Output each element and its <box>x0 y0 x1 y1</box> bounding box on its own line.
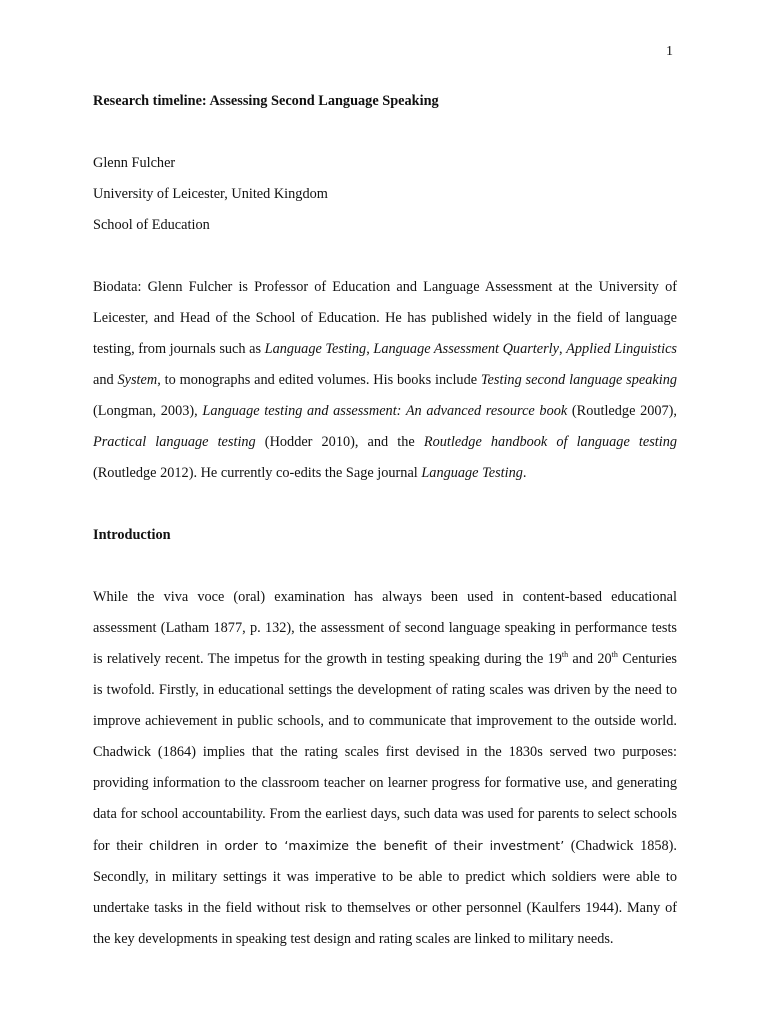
biodata-segment: . <box>522 465 527 481</box>
introduction-segment: th <box>611 650 618 660</box>
author-department: School of Education <box>93 217 210 233</box>
biodata-segment: Language Testing <box>421 465 523 481</box>
page-number: 1 <box>666 44 673 59</box>
introduction-segment: While the viva voce (oral) examination has always been used in content-based educational assessment (Latham 1877, p. 132), the assessment of second language speaking in performance tests is relatively recent. The impetus for the growth in testing speaking during the 19 <box>93 589 677 667</box>
document-title: Research timeline: Assessing Second Language Speaking <box>93 93 439 109</box>
introduction-segment: th <box>561 650 569 660</box>
introduction-segment: and 20 <box>568 651 612 667</box>
introduction-segment: children in order to ‘maximize the benefit of their investment’ <box>149 838 565 853</box>
introduction-section <box>93 582 677 955</box>
author-block <box>93 148 677 241</box>
author-affiliation: University of Leicester, United Kingdom <box>93 186 328 202</box>
introduction-segment: Centuries is twofold. Firstly, in educational settings the development of rating scales was driven by the need to improve achievement in public schools, and to communicate that improvement to the outside world. Chadwick (1864) implies that the rating scales first devised in the 1830s served two purposes: providing information to the classroom teacher on learner progress for formative use, and generating data for school accountability. From the earliest days, such data was used for parents to select schools for their <box>93 651 677 854</box>
author-name: Glenn Fulcher <box>93 155 176 171</box>
biodata-segment: , <box>559 341 567 357</box>
biodata-segment: System <box>117 372 158 388</box>
biodata-segment: (Routledge 2007), <box>567 403 678 419</box>
biodata-segment: and <box>93 372 118 388</box>
biodata-segment: Biodata: Glenn Fulcher is Professor of Education and Language Assessment at the University of Leicester, and Head of the School of Education. He has published widely in the field of language testing, from journals such as <box>93 279 677 357</box>
biodata-paragraph <box>93 272 677 489</box>
document-body <box>93 86 677 955</box>
biodata-segment: , to monographs and edited volumes. His books include <box>157 372 481 388</box>
biodata-section <box>93 272 677 489</box>
biodata-segment: (Longman, 2003), <box>93 403 203 419</box>
biodata-segment: Practical language testing <box>93 434 256 450</box>
introduction-segment: (Chadwick 1858). Secondly, in military settings it was imperative to be able to predict which soldiers were able to undertake tasks in the field without risk to themselves or other personnel (Kaulfers 1944). Many of the key developments in speaking test design and rating scales are linked to military needs. <box>93 838 677 947</box>
biodata-segment: Language testing and assessment: An advanced resource book <box>202 403 568 419</box>
biodata-segment: Routledge handbook of language testing <box>423 434 677 450</box>
biodata-segment: Language Assessment Quarterly <box>373 341 559 357</box>
introduction-heading: Introduction <box>93 527 171 543</box>
introduction-paragraph <box>93 582 677 955</box>
biodata-segment: Language Testing <box>264 341 367 357</box>
biodata-segment: Applied Linguistics <box>566 341 677 357</box>
biodata-segment: Testing second language speaking <box>480 372 677 388</box>
biodata-segment: (Hodder 2010), and the <box>255 434 424 450</box>
biodata-segment: , <box>366 341 374 357</box>
biodata-segment: (Routledge 2012). He currently co-edits the Sage journal <box>93 465 422 481</box>
